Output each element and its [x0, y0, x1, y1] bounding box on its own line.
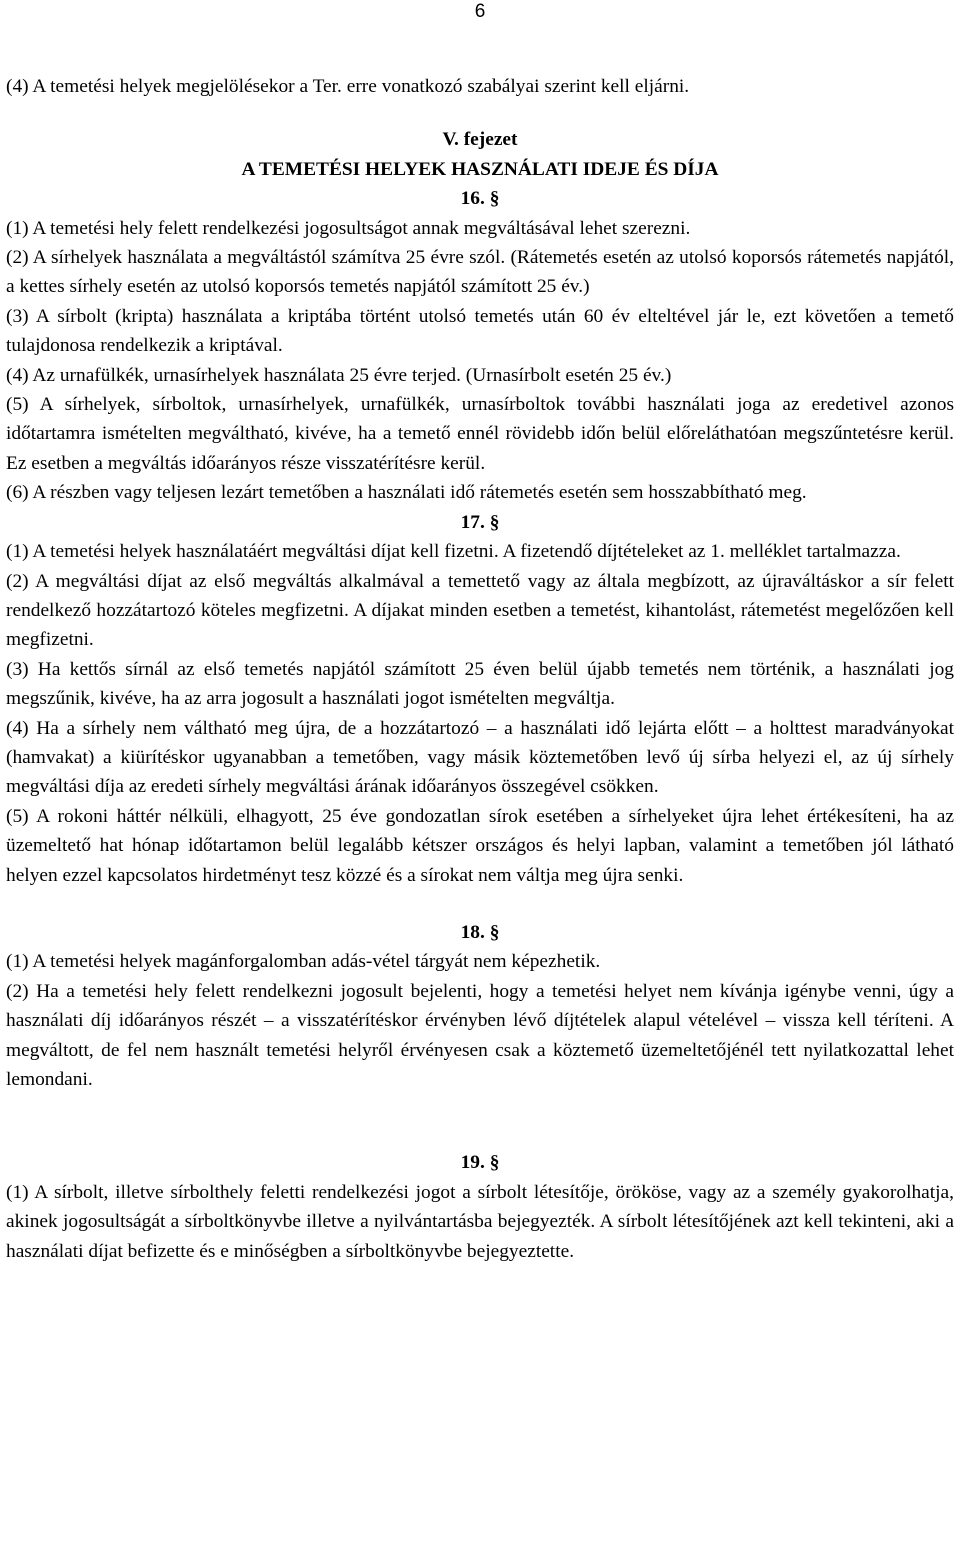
document-body — [6, 72, 954, 1266]
paragraph-16-3: (3) A sírbolt (kripta) használata a kriptába történt utolsó temetés után 60 év elteltével jár le, ezt követően a temető tulajdonosa rendelkezik a kriptával. — [6, 305, 954, 357]
paragraph-17-2: (2) A megváltási díjat az első megváltás alkalmával a temettető vagy az általa megbízott, az újraváltáskor a sír felett rendelkező hozzátartozó köteles megfizetni. A díjakat minden esetben a temetést, kihantolást, rátemetést megelőzően kell megfizetni. — [6, 570, 954, 651]
paragraph-17-5: (5) A rokoni háttér nélküli, elhagyott, 25 éve gondozatlan sírok esetében a sírhelyeket újra lehet értékesíteni, ha az üzemeltető hat hónap időtartamon belül legalább kétszer országos és helyi lapban, valamint a temetőben jól látható helyen ezzel kapcsolatos hirdetményt tesz közzé és a sírokat nem váltja meg újra senki. — [6, 805, 954, 886]
paragraph-16-1: (1) A temetési hely felett rendelkezési jogosultságot annak megváltásával lehet szerezni. — [6, 217, 691, 239]
section-heading-16: 16. § — [460, 188, 500, 210]
paragraph-16-5: (5) A sírhelyek, sírboltok, urnasírhelyek, urnafülkék, urnasírboltok további használati joga az eredetivel azonos időtartamra ismételten megváltható, kivéve, ha a temető ennél rövidebb időn belül előreláthatóan megszűntetésre kerül. Ez esetben a megváltás időarányos része visszatérítésre kerül. — [6, 394, 954, 474]
section-heading-18: 18. § — [460, 921, 500, 943]
chapter-number: V. fejezet — [442, 129, 518, 151]
paragraph-16-4: (4) Az urnafülkék, urnasírhelyek használata 25 évre terjed. (Urnasírbolt esetén 25 év.) — [6, 364, 672, 386]
paragraph-18-1: (1) A temetési helyek magánforgalomban adás-vétel tárgyát nem képezhetik. — [6, 951, 601, 973]
paragraph-17-3: (3) Ha kettős sírnál az első temetés napjától számított 25 éven belül újabb temetés nem történik, a használati jog megszűnik, kivéve, ha az arra jogosult a használati jogot ismételten megváltja. — [6, 658, 954, 710]
chapter-title: A TEMETÉSI HELYEK HASZNÁLATI IDEJE ÉS DÍJA — [241, 158, 719, 180]
paragraph-19-1: (1) A sírbolt, illetve sírbolthely feletti rendelkezési jogot a sírbolt létesítője, örököse, vagy az a személy gyakorolhatja, akinek jogosultságát a sírboltkönyvbe illetve a nyilvántartásba bejegyezték. A sírbolt létesítőjének azt kell tekinteni, aki a használati díjat befizette és e minőségben a sírboltkönyvbe bejegyeztette. — [6, 1181, 954, 1262]
paragraph-18-2: (2) Ha a temetési hely felett rendelkezni jogosult bejelenti, hogy a temetési helyet nem kívánja igénybe venni, úgy a használati díj időarányos részét – a visszatérítéskor érvényben lévő díjtételek alapul vételével – vissza kell téríteni. A megváltott, de fel nem használt temetési helyről érvényesen csak a köztemető üzemeltetőjénél tett nyilatkozattal lehet lemondani. — [6, 980, 954, 1090]
page-number: 6 — [474, 1, 486, 22]
paragraph-temetesi-helyek-megjelolese: (4) A temetési helyek megjelölésekor a Ter. erre vonatkozó szabályai szerint kell eljárni. — [6, 76, 690, 97]
paragraph-16-2: (2) A sírhelyek használata a megváltástól számítva 25 évre szól. (Rátemetés esetén az utolsó koporsós rátemetés napjától, a kettes sírhely esetén az utolsó koporsós temetés napjától számított 25 év.) — [6, 247, 954, 298]
paragraph-17-1: (1) A temetési helyek használatáért megváltási díjat kell fizetni. A fizetendő díjtételeket az 1. melléklet tartalmazza. — [6, 541, 901, 563]
paragraph-16-6: (6) A részben vagy teljesen lezárt temetőben a használati idő rátemetés esetén sem hosszabbítható meg. — [6, 482, 807, 504]
paragraph-17-4: (4) Ha a sírhely nem váltható meg újra, de a hozzátartozó – a használati idő lejárta előtt – a holttest maradványokat (hamvakat) a kiürítéskor ugyanabban a temetőben, vagy másik köztemetőben levő új sírba helyezi el, az új sírhely megváltási díja az eredeti sírhely megváltási árának időarányos összegével csökken. — [6, 717, 954, 798]
section-heading-19: 19. § — [460, 1152, 500, 1174]
section-heading-17: 17. § — [460, 511, 500, 533]
